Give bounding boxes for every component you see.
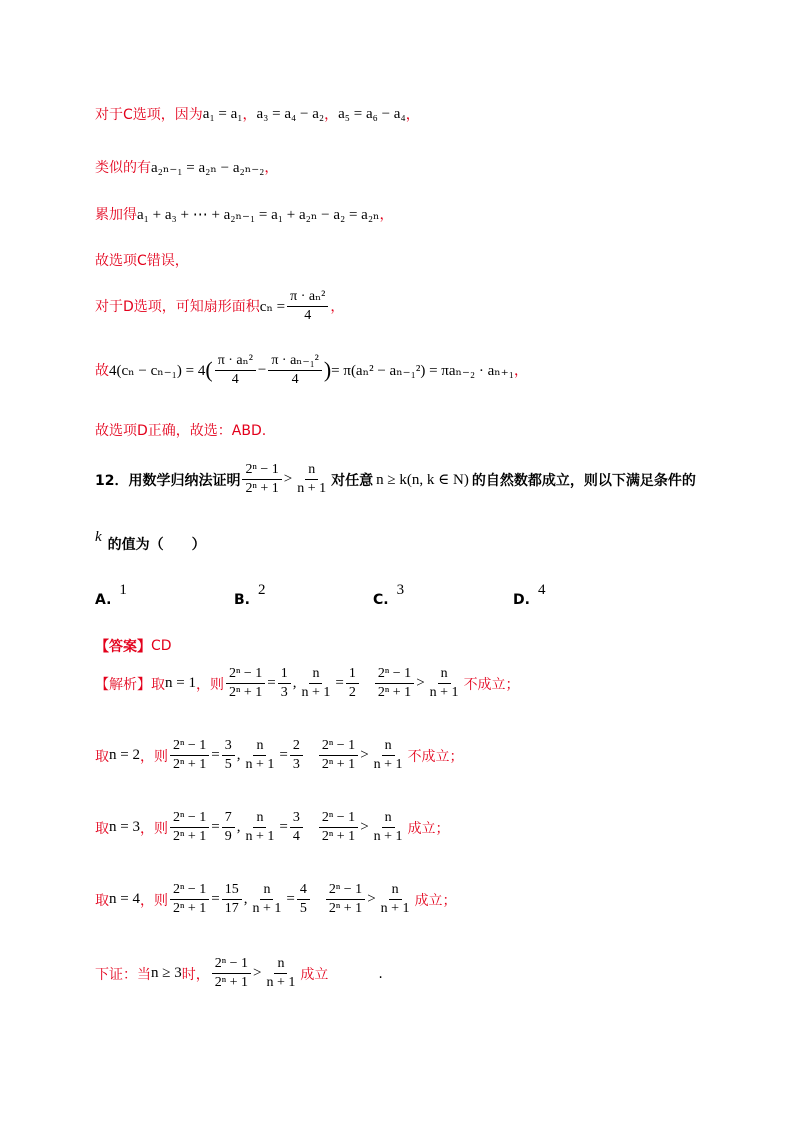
c-conclusion — [95, 250, 189, 270]
question-lhs-num: 2ⁿ − 1 — [242, 462, 281, 480]
case-1-take: 取 — [151, 676, 165, 693]
c-sum-end: ， — [379, 207, 394, 223]
case-4-f4-den: n + 1 — [380, 901, 410, 916]
analysis-case-1: 【解析】 取 n = 1 ，则 $\frac{\text{2ⁿ − 1}}{\text{2ⁿ + 1}}$ = $\frac{1}{3}$ , $\frac{n}{n + 1}$ = $\frac{1}{2}$ $\frac{\text{2ⁿ − 1}}{\text{2ⁿ + 1}}$ > $\frac{n}{n + 1}$ 不成立； — [95, 666, 520, 700]
proof-f1-den: 2ⁿ + 1 — [214, 975, 249, 990]
case-3-take: 取 — [95, 820, 109, 837]
case-1-f1-den: 2ⁿ + 1 — [228, 685, 263, 700]
question-rhs-num: n — [305, 462, 318, 480]
case-4-ze: ，则 — [139, 892, 168, 909]
case-2-f1-num: 2ⁿ − 1 — [170, 738, 209, 756]
d-area-end: ， — [330, 299, 345, 315]
option-a-value: 1 — [119, 582, 127, 598]
case-1-v1-num: 1 — [278, 666, 291, 684]
case-1-v2-num: 1 — [346, 666, 359, 684]
case-1-f3-den: 2ⁿ + 1 — [377, 685, 412, 700]
case-2-v1 — [222, 738, 235, 773]
c-similar-label: 类似的有 — [95, 160, 151, 176]
c-similar-line — [95, 157, 278, 177]
analysis-case-3: 取 n = 3 ，则 $\frac{\text{2ⁿ − 1}}{\text{2ⁿ + 1}}$ = $\frac{7}{9}$ , $\frac{n}{n + 1}$ = $\frac{3}{4}$ $\frac{\text{2ⁿ − 1}}{\text{2ⁿ + 1}}$ > $\frac{n}{n + 1}$ 成立； — [95, 810, 450, 844]
analysis-case-4: 取 n = 4 ，则 $\frac{\text{2ⁿ − 1}}{\text{2ⁿ + 1}}$ = $\frac{15}{17}$ , $\frac{n}{n + 1}$ = $\frac{4}{5}$ $\frac{\text{2ⁿ − 1}}{\text{2ⁿ + 1}}$ > $\frac{n}{n + 1}$ 成立； — [95, 882, 457, 916]
case-2-result: 不成立； — [407, 748, 464, 765]
case-2-f3 — [319, 738, 358, 773]
case-2-v2-num: 2 — [290, 738, 303, 756]
case-4-f1 — [170, 882, 209, 917]
analysis-label: 【解析】 — [95, 676, 151, 693]
case-2-v2-den: 3 — [292, 757, 300, 772]
case-3-v2-den: 4 — [292, 829, 300, 844]
d-frac-1-den: 4 — [231, 372, 239, 387]
case-1-ze: ，则 — [195, 676, 224, 693]
answer-label: 【答案】 — [95, 639, 151, 655]
d-minus: − — [257, 361, 267, 378]
d-expr-end: ， — [513, 363, 528, 379]
case-4-v1-den: 17 — [224, 901, 239, 916]
case-2-f2-num: n — [253, 738, 266, 756]
case-4-take: 取 — [95, 892, 109, 909]
case-3-v1-den: 9 — [224, 829, 232, 844]
question-number-text: 12．用数学归纳法证明 — [95, 472, 241, 489]
c-option-line — [95, 104, 420, 124]
c-similar-eq: a₂ₙ₋₁ = a₂ₙ − a₂ₙ₋₂ — [151, 159, 265, 176]
d-expr-line — [95, 352, 528, 388]
case-1-v2-den: 2 — [348, 685, 356, 700]
case-1-f4-den: n + 1 — [429, 685, 459, 700]
case-4-n: n = 4 — [109, 891, 140, 907]
proof-line: 下证：当 n ≥ 3 时， $\frac{\text{2ⁿ − 1}}{\text{2ⁿ + 1}}$ > $\frac{n}{n + 1}$ 成立 . — [95, 956, 383, 990]
case-2-f1-den: 2ⁿ + 1 — [172, 757, 207, 772]
case-2-f2 — [243, 738, 278, 773]
case-1-v1 — [278, 666, 291, 701]
d-frac-2 — [268, 352, 321, 388]
case-4-v1-num: 15 — [222, 882, 242, 900]
proof-f2 — [264, 956, 299, 991]
option-d[interactable] — [513, 582, 546, 608]
c-sum-eq: a₁ + a₃ + ⋯ + a₂ₙ₋₁ = a₁ + a₂ₙ − a₂ = a₂ₙ — [137, 206, 380, 223]
case-4-f1-den: 2ⁿ + 1 — [172, 901, 207, 916]
c-conclusion-text: 故选项C错误， — [95, 253, 189, 269]
question-condition: n ≥ k(n, k ∈ N) — [376, 472, 469, 488]
c-similar-end: ， — [264, 160, 279, 176]
d-area-fraction — [287, 288, 328, 324]
right-paren: ) — [323, 357, 332, 382]
option-d-label: D. — [513, 592, 530, 608]
option-b[interactable] — [234, 582, 266, 608]
case-4-f2-den: n + 1 — [252, 901, 282, 916]
d-option-intro: 对于D选项，可知扇形面积 — [95, 299, 260, 315]
case-3-v2 — [290, 810, 303, 845]
case-4-f4 — [378, 882, 413, 917]
d-area-lhs: cₙ = — [259, 298, 286, 315]
case-3-f3 — [319, 810, 358, 845]
d-frac-1 — [215, 352, 256, 388]
d-area-den: 4 — [304, 308, 312, 323]
case-3-result: 成立； — [407, 820, 450, 837]
case-3-f4 — [371, 810, 406, 845]
case-4-f3-den: 2ⁿ + 1 — [328, 901, 363, 916]
case-4-v1 — [222, 882, 242, 917]
case-2-v2 — [290, 738, 303, 773]
case-1-f4-num: n — [438, 666, 451, 684]
case-1-n: n = 1 — [165, 675, 196, 691]
question-gt: > — [283, 471, 293, 487]
case-3-f1-den: 2ⁿ + 1 — [172, 829, 207, 844]
question-line-1 — [95, 462, 696, 497]
case-3-v2-num: 3 — [290, 810, 303, 828]
case-2-f3-num: 2ⁿ − 1 — [319, 738, 358, 756]
case-4-v2 — [297, 882, 310, 917]
case-2-f1 — [170, 738, 209, 773]
case-1-v1-den: 3 — [280, 685, 288, 700]
trailing-period: . — [378, 965, 383, 982]
c-eq-2: a₃ = a₄ − a₂ — [256, 105, 325, 122]
option-c-label: C. — [373, 592, 389, 608]
case-3-n: n = 3 — [109, 819, 140, 835]
d-conclusion — [95, 420, 266, 440]
case-3-f4-num: n — [382, 810, 395, 828]
proof-f2-den: n + 1 — [266, 975, 296, 990]
answer-line — [95, 636, 172, 656]
d-frac-2-den: 4 — [291, 372, 299, 387]
case-1-f3-num: 2ⁿ − 1 — [375, 666, 414, 684]
case-2-f4 — [371, 738, 406, 773]
case-1-f2-den: n + 1 — [301, 685, 331, 700]
d-frac-1-num: π · aₙ² — [215, 352, 256, 371]
case-3-f3-num: 2ⁿ − 1 — [319, 810, 358, 828]
case-4-result: 成立； — [414, 892, 457, 909]
option-c-value: 3 — [396, 582, 405, 598]
c-eq-3: a₅ = a₆ − a₄ — [338, 105, 406, 122]
case-4-v2-den: 5 — [299, 901, 307, 916]
proof-f1 — [212, 956, 251, 991]
c-eq-1: a₁ = a₁ — [202, 105, 243, 122]
case-4-v2-num: 4 — [297, 882, 310, 900]
case-4-f3-num: 2ⁿ − 1 — [326, 882, 365, 900]
case-3-f2-den: n + 1 — [245, 829, 275, 844]
case-1-f4 — [427, 666, 462, 701]
case-4-f1-num: 2ⁿ − 1 — [170, 882, 209, 900]
question-tail-text: 的自然数都成立，则以下满足条件的 — [471, 472, 696, 489]
d-frac-2-num: π · aₙ₋₁² — [268, 352, 321, 371]
c-end: ， — [405, 107, 420, 123]
question-lhs-den: 2ⁿ + 1 — [245, 481, 279, 496]
case-1-result: 不成立； — [463, 676, 520, 693]
d-expr-right: = π(aₙ² − aₙ₋₁²) = πaₙ₋₂ · aₙ₊₁ — [331, 362, 514, 379]
case-3-f2 — [243, 810, 278, 845]
case-3-ze: ，则 — [139, 820, 168, 837]
option-d-value: 4 — [537, 582, 546, 598]
case-4-f2 — [250, 882, 285, 917]
option-a-label: A. — [95, 592, 112, 608]
case-1-v2 — [346, 666, 359, 701]
question-k-symbol: k — [95, 528, 102, 545]
analysis-case-2: 取 n = 2 ，则 $\frac{\text{2ⁿ − 1}}{\text{2ⁿ + 1}}$ = $\frac{3}{5}$ , $\frac{n}{n + 1}$ = $\frac{2}{3}$ $\frac{\text{2ⁿ − 1}}{\text{2ⁿ + 1}}$ > $\frac{n}{n + 1}$ 不成立； — [95, 738, 464, 772]
question-mid-text: 对任意 — [331, 472, 374, 489]
c-sum-line — [95, 204, 394, 224]
case-2-f3-den: 2ⁿ + 1 — [321, 757, 356, 772]
d-area-num: π · aₙ² — [287, 288, 328, 307]
case-2-f4-den: n + 1 — [373, 757, 403, 772]
proof-text: 下证：当 — [95, 966, 151, 983]
case-3-f1-num: 2ⁿ − 1 — [170, 810, 209, 828]
case-3-f4-den: n + 1 — [373, 829, 403, 844]
question-rhs-fraction — [294, 462, 329, 497]
question-rhs-den: n + 1 — [297, 481, 327, 496]
case-1-f3 — [375, 666, 414, 701]
answer-value: CD — [151, 638, 172, 654]
option-b-value: 2 — [258, 582, 266, 598]
case-4-f2-num: n — [260, 882, 273, 900]
case-1-f2-num: n — [309, 666, 322, 684]
case-2-f2-den: n + 1 — [245, 757, 275, 772]
case-3-v1-num: 7 — [222, 810, 235, 828]
proof-f1-num: 2ⁿ − 1 — [212, 956, 251, 974]
d-gu: 故 — [95, 363, 109, 379]
case-4-f3 — [326, 882, 365, 917]
case-2-take: 取 — [95, 748, 109, 765]
question-line-2 — [95, 528, 206, 554]
d-option-line — [95, 288, 344, 324]
c-sum-label: 累加得 — [95, 207, 137, 223]
case-2-n: n = 2 — [109, 747, 140, 763]
case-1-f2 — [299, 666, 334, 701]
c-sep-2: ， — [324, 107, 339, 123]
proof-result: 成立 — [300, 966, 329, 983]
proof-f2-num: n — [274, 956, 287, 974]
case-4-f4-num: n — [389, 882, 402, 900]
case-2-ze: ，则 — [139, 748, 168, 765]
case-1-f1 — [226, 666, 265, 701]
c-sep-1: ， — [242, 107, 257, 123]
case-1-f1-num: 2ⁿ − 1 — [226, 666, 265, 684]
d-conclusion-text: 故选项D正确，故选：ABD. — [95, 423, 267, 439]
option-b-label: B. — [234, 592, 250, 608]
proof-time: 时， — [181, 966, 210, 983]
c-option-intro: 对于C选项，因为 — [95, 107, 203, 123]
case-3-f1 — [170, 810, 209, 845]
option-c[interactable] — [373, 582, 405, 608]
case-3-f3-den: 2ⁿ + 1 — [321, 829, 356, 844]
d-expr-left: 4(cₙ − cₙ₋₁) = 4 — [109, 362, 206, 379]
case-2-f4-num: n — [382, 738, 395, 756]
left-paren: ( — [205, 357, 213, 382]
case-3-f2-num: n — [253, 810, 266, 828]
question-line2-text: 的值为（ ） — [107, 537, 206, 553]
proof-cond: n ≥ 3 — [151, 965, 182, 981]
case-2-v1-den: 5 — [224, 757, 232, 772]
option-a[interactable] — [95, 582, 127, 608]
question-lhs-fraction — [242, 462, 281, 497]
case-2-v1-num: 3 — [222, 738, 235, 756]
case-3-v1 — [222, 810, 235, 845]
